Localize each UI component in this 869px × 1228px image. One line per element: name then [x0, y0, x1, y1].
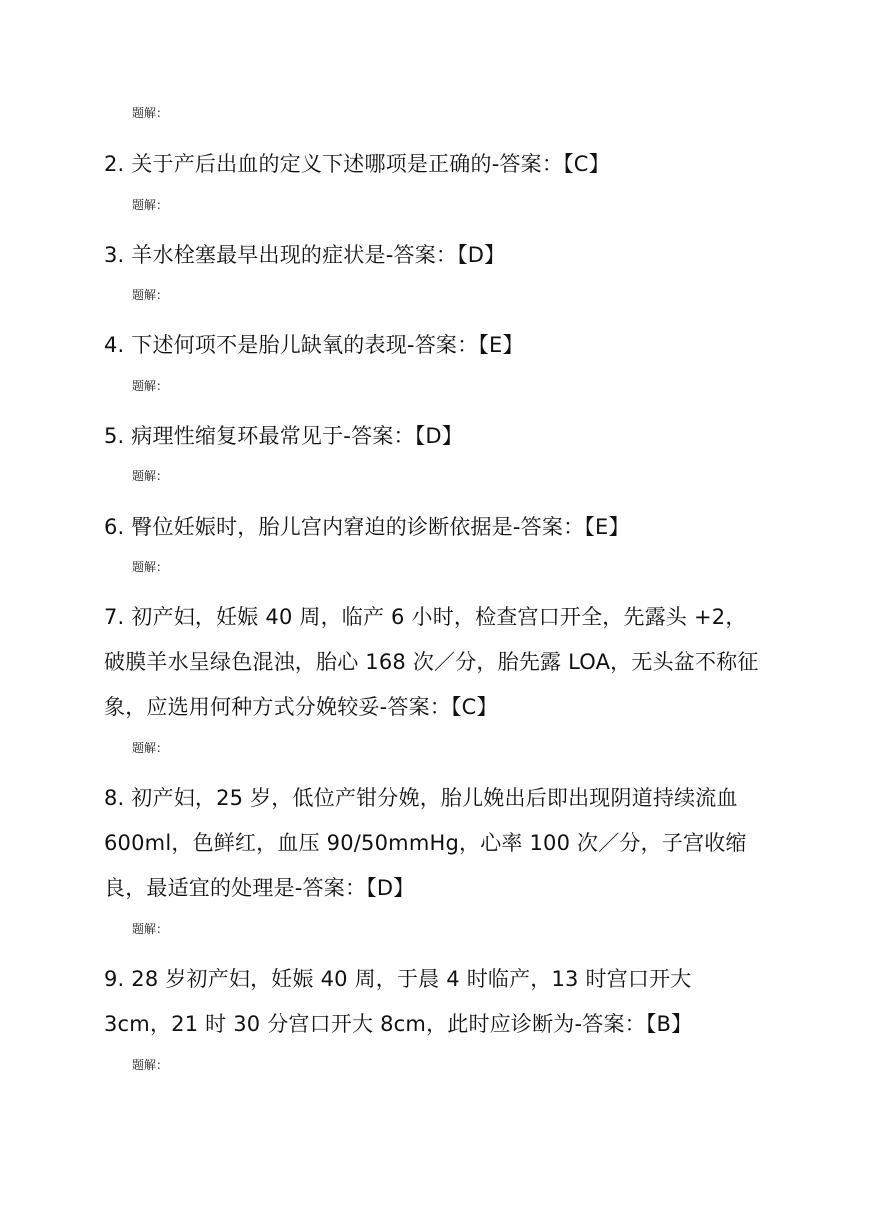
question-text: 3. 羊水栓塞最早出现的症状是-答案：【D】 [104, 243, 506, 267]
explanation-label: 题解： [132, 379, 169, 393]
question-text: 2. 关于产后出血的定义下述哪项是正确的-答案：【C】 [104, 152, 610, 176]
explanation-label: 题解： [132, 922, 169, 936]
explanation-label: 题解： [132, 741, 169, 755]
question-text: 4. 下述何项不是胎儿缺氧的表现-答案：【E】 [104, 333, 524, 357]
explanation-label: 题解： [132, 1058, 169, 1072]
question-text: 9. 28 岁初产妇，妊娠 40 周，于晨 4 时临产，13 时宫口开大 3cm，21 时 30 分宫口开大 8cm，此时应诊断为-答案：【B】 [104, 967, 693, 1036]
explanation-label: 题解： [132, 560, 169, 574]
explanation-label: 题解： [132, 469, 169, 483]
question-text: 7. 初产妇，妊娠 40 周，临产 6 小时，检查宫口开全，先露头 +2，破膜羊水呈绿色混浊，胎心 168 次／分，胎先露 LOA，无头盆不称征象，应选用何种方式分娩较妥-答案：【C】 [104, 605, 759, 719]
explanation-label: 题解： [132, 198, 169, 212]
question-text: 6. 臀位妊娠时，胎儿宫内窘迫的诊断依据是-答案：【E】 [104, 515, 630, 539]
question-text: 5. 病理性缩复环最常见于-答案：【D】 [104, 424, 463, 448]
question-text: 8. 初产妇，25 岁，低位产钳分娩，胎儿娩出后即出现阴道持续流血 600ml，色鲜红，血压 90/50mmHg，心率 100 次／分，子宫收缩良，最适宜的处理是-答案：【D】 [104, 786, 747, 900]
explanation-label: 题解： [132, 106, 169, 120]
explanation-label: 题解： [132, 288, 169, 302]
